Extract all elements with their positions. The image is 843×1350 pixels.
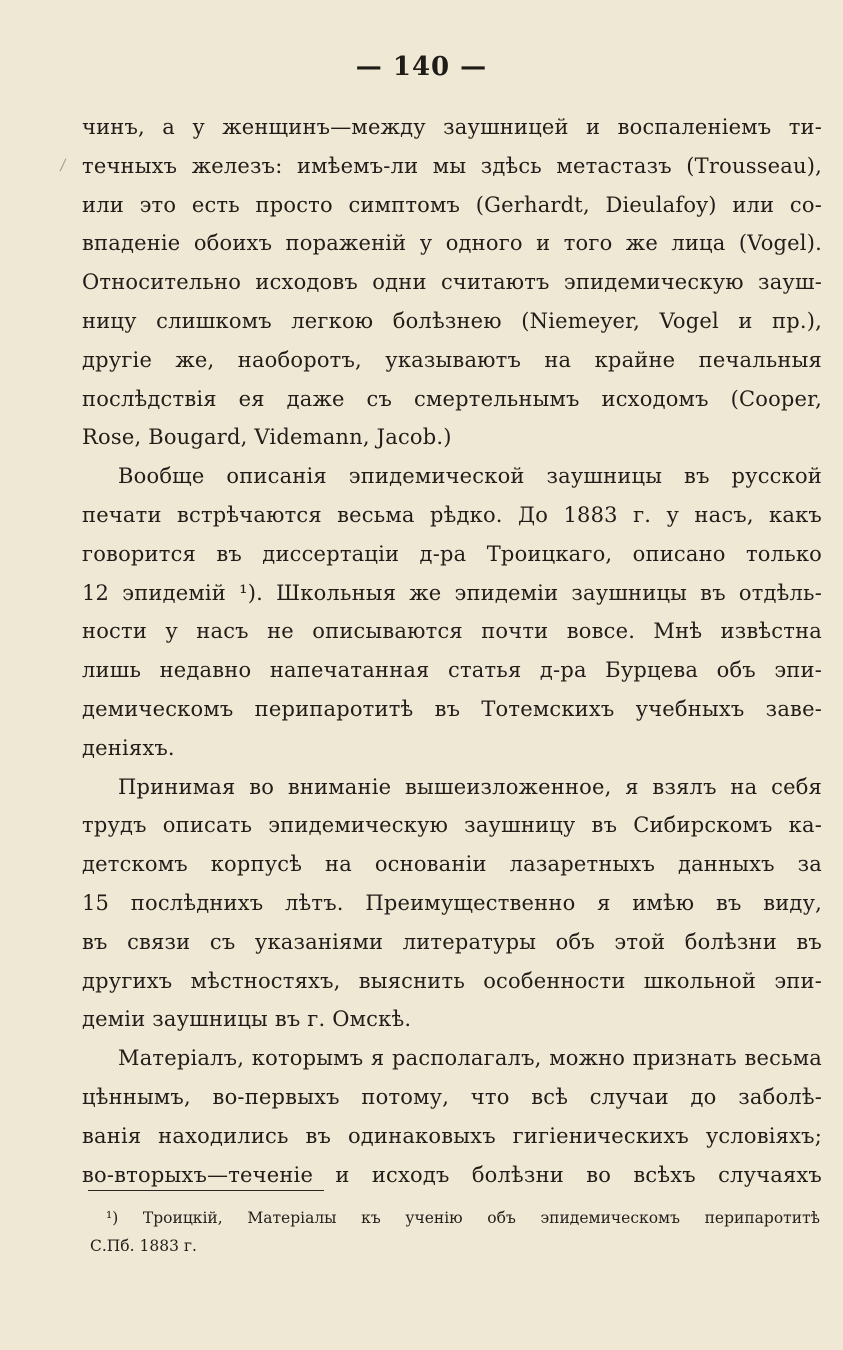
text-line: впаденіе обоихъ пораженій у одного и того же лица (Vogel). — [82, 231, 822, 256]
text-line: течныхъ железъ: имѣемъ-ли мы здѣсь метастазъ (Trousseau), — [82, 153, 822, 178]
text-line: говорится въ диссертаціи д-ра Троицкаго, описано только — [82, 541, 822, 566]
text-line: печати встрѣчаются весьма рѣдко. До 1883 г. у насъ, какъ — [82, 502, 822, 527]
text-line: другихъ мѣстностяхъ, выяснить особенности школьной эпи- — [82, 968, 822, 993]
text-line: ванія находились въ одинаковыхъ гигіеническихъ условіяхъ; — [82, 1123, 822, 1148]
text-line: деміи заушницы въ г. Омскѣ. — [82, 1007, 412, 1032]
text-line: во-вторыхъ—теченіе и исходъ болѣзни во всѣхъ случаяхъ — [82, 1162, 822, 1187]
text-line: или это есть просто симптомъ (Gerhardt, Dieulafoy) или со- — [82, 192, 822, 217]
text-line: лишь недавно напечатанная статья д-ра Бурцева объ эпи- — [82, 658, 822, 683]
text-line: чинъ, а у женщинъ—между заушницей и воспаленіемъ ти- — [82, 115, 822, 139]
text-line: послѣдствія ея даже съ смертельнымъ исходомъ (Cooper, — [82, 386, 822, 411]
margin-mark — [60, 158, 76, 175]
footnote-line: ¹) Троицкій, Матеріалы къ ученію объ эпидемическомъ перипаротитѣ — [106, 1209, 820, 1227]
footnote — [90, 1204, 820, 1260]
page-number: — 140 — — [355, 52, 488, 82]
text-line: ницу слишкомъ легкою болѣзнею (Niemeyer, Vogel и пр.), — [82, 308, 822, 333]
text-line: деніяхъ. — [82, 735, 175, 760]
text-line: Принимая во вниманіе вышеизложенное, я взялъ на себя — [118, 774, 822, 799]
text-line: Вообще описанія эпидемической заушницы въ русской — [118, 464, 822, 489]
text-line: цѣннымъ, во-первыхъ потому, что всѣ случаи до заболѣ- — [82, 1084, 822, 1109]
body-text — [82, 108, 822, 1194]
text-line: трудъ описать эпидемическую заушницу въ Сибирскомъ ка- — [82, 813, 822, 838]
text-line: 15 послѣднихъ лѣтъ. Преимущественно я имѣю въ виду, — [82, 890, 822, 915]
footnote-line: С.Пб. 1883 г. — [90, 1237, 197, 1255]
text-line: детскомъ корпусѣ на основаніи лазаретныхъ данныхъ за — [82, 852, 822, 877]
text-line: демическомъ перипаротитѣ въ Тотемскихъ учебныхъ заве- — [82, 696, 822, 721]
text-line: 12 эпидемій ¹). Школьныя же эпидеміи заушницы въ отдѣль- — [82, 580, 822, 605]
text-line: ности у насъ не описываются почти вовсе. Мнѣ извѣстна — [82, 619, 822, 644]
footnote-divider — [88, 1190, 324, 1191]
text-line: въ связи съ указаніями литературы объ этой болѣзни въ — [82, 929, 822, 954]
text-line: другіе же, наоборотъ, указываютъ на крайне печальныя — [82, 347, 822, 372]
text-line: Rose, Bougard, Videmann, Jacob.) — [82, 425, 452, 450]
text-line: Матеріалъ, которымъ я располагалъ, можно признать весьма — [118, 1046, 822, 1071]
text-line: Относительно исходовъ одни считаютъ эпидемическую зауш- — [82, 270, 822, 295]
